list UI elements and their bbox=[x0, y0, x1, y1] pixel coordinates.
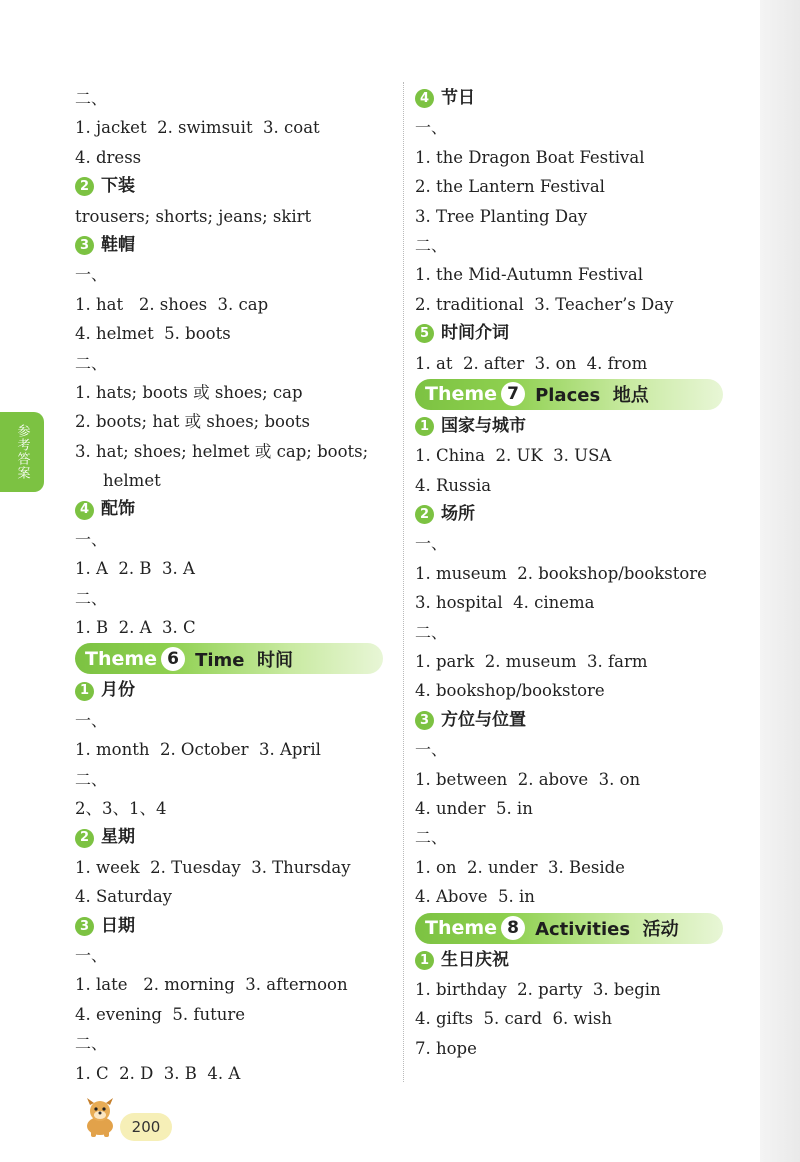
part-heading: 一、 bbox=[75, 265, 108, 285]
answer-line: 4. Above 5. in bbox=[415, 887, 535, 907]
section-number-badge: 1 bbox=[415, 951, 434, 970]
theme-number: 6 bbox=[161, 647, 185, 671]
section-number-badge: 1 bbox=[415, 417, 434, 436]
theme-title: Activities 活动 bbox=[535, 919, 679, 941]
answer-line: helmet bbox=[103, 471, 161, 491]
section-title: 下装 bbox=[101, 176, 135, 197]
section-number-badge: 3 bbox=[75, 236, 94, 255]
section-heading bbox=[75, 823, 395, 852]
section-heading bbox=[415, 319, 735, 348]
section-heading bbox=[75, 495, 395, 524]
section-heading bbox=[415, 500, 735, 529]
part-heading: 二、 bbox=[415, 622, 448, 642]
part-heading: 一、 bbox=[75, 529, 108, 549]
section-heading bbox=[415, 946, 735, 975]
answer-line: 4. Russia bbox=[415, 475, 492, 495]
section-heading bbox=[415, 706, 735, 735]
section-number-badge: 2 bbox=[415, 505, 434, 524]
answer-line: 3. Tree Planting Day bbox=[415, 206, 588, 226]
part-heading: 二、 bbox=[415, 828, 448, 848]
answer-line: 4. gifts 5. card 6. wish bbox=[415, 1009, 613, 1029]
answer-line: 2、3、1、4 bbox=[75, 798, 167, 818]
theme-banner bbox=[415, 379, 723, 410]
section-title: 场所 bbox=[441, 504, 475, 525]
section-number-badge: 2 bbox=[75, 177, 94, 196]
left-column bbox=[75, 84, 395, 1088]
right-column bbox=[415, 84, 735, 1063]
section-title: 方位与位置 bbox=[441, 709, 526, 730]
section-heading bbox=[415, 84, 735, 113]
section-title: 生日庆祝 bbox=[441, 949, 509, 970]
part-heading: 一、 bbox=[75, 945, 108, 965]
theme-banner bbox=[75, 643, 383, 674]
section-heading bbox=[75, 912, 395, 941]
page-edge bbox=[760, 0, 800, 1162]
answer-line: 1. A 2. B 3. A bbox=[75, 559, 195, 579]
answer-line: 1. C 2. D 3. B 4. A bbox=[75, 1063, 241, 1083]
answer-line: 1. hat 2. shoes 3. cap bbox=[75, 294, 269, 314]
side-tab-answer-key: 参考答案 bbox=[0, 412, 44, 492]
part-heading: 一、 bbox=[415, 740, 448, 760]
answer-line: 1. late 2. morning 3. afternoon bbox=[75, 975, 348, 995]
answer-line: 3. hat; shoes; helmet 或 cap; boots; bbox=[75, 441, 369, 461]
theme-title: Time 时间 bbox=[195, 649, 294, 671]
column-divider bbox=[403, 82, 404, 1082]
theme-number: 7 bbox=[501, 382, 525, 406]
answer-line: 1. on 2. under 3. Beside bbox=[415, 857, 625, 877]
theme-label: Theme bbox=[85, 647, 158, 670]
page-number: 200 bbox=[120, 1113, 172, 1141]
part-heading: 二、 bbox=[75, 353, 108, 373]
answer-line: 4. under 5. in bbox=[415, 798, 533, 818]
section-title: 日期 bbox=[101, 915, 135, 936]
section-title: 节日 bbox=[441, 88, 475, 108]
answer-line: 1. between 2. above 3. on bbox=[415, 769, 641, 789]
part-heading: 一、 bbox=[415, 118, 448, 138]
answer-line: 1. the Dragon Boat Festival bbox=[415, 147, 645, 167]
section-number-badge: 4 bbox=[75, 501, 94, 520]
section-title: 时间介词 bbox=[441, 323, 509, 344]
answer-line: 2. the Lantern Festival bbox=[415, 177, 605, 197]
theme-title: Places 地点 bbox=[535, 385, 649, 407]
section-heading bbox=[415, 412, 735, 441]
answer-line: 1. week 2. Tuesday 3. Thursday bbox=[75, 857, 351, 877]
part-heading: 二、 bbox=[75, 769, 108, 789]
part-heading: 二、 bbox=[415, 235, 448, 255]
section-title: 月份 bbox=[101, 680, 135, 701]
answer-line: 1. park 2. museum 3. farm bbox=[415, 652, 648, 672]
theme-label: Theme bbox=[425, 383, 498, 406]
section-number-badge: 2 bbox=[75, 829, 94, 848]
answer-line: 1. at 2. after 3. on 4. from bbox=[415, 353, 648, 373]
answer-line: 1. birthday 2. party 3. begin bbox=[415, 979, 661, 999]
part-heading: 一、 bbox=[75, 710, 108, 730]
answer-line: 1. B 2. A 3. C bbox=[75, 618, 196, 638]
answer-line: 1. museum 2. bookshop/bookstore bbox=[415, 563, 707, 583]
section-title: 鞋帽 bbox=[101, 234, 135, 255]
section-number-badge: 3 bbox=[75, 917, 94, 936]
answer-line: 1. jacket 2. swimsuit 3. coat bbox=[75, 118, 320, 138]
theme-label: Theme bbox=[425, 917, 498, 940]
section-title: 国家与城市 bbox=[441, 415, 526, 436]
section-title: 配饰 bbox=[101, 499, 135, 520]
section-number-badge: 1 bbox=[75, 682, 94, 701]
section-heading bbox=[75, 676, 395, 705]
section-title: 星期 bbox=[101, 827, 135, 848]
answer-line: trousers; shorts; jeans; skirt bbox=[75, 206, 312, 226]
section-heading bbox=[75, 231, 395, 260]
answer-line: 4. Saturday bbox=[75, 887, 172, 907]
dog-mascot-icon bbox=[80, 1096, 120, 1138]
answer-line: 1. month 2. October 3. April bbox=[75, 740, 321, 760]
part-heading: 二、 bbox=[75, 89, 108, 108]
answer-line: 3. hospital 4. cinema bbox=[415, 593, 595, 613]
part-heading: 二、 bbox=[75, 588, 108, 608]
answer-line: 1. the Mid-Autumn Festival bbox=[415, 265, 644, 285]
section-number-badge: 4 bbox=[415, 89, 434, 108]
answer-line: 7. hope bbox=[415, 1038, 477, 1058]
answer-line: 1. China 2. UK 3. USA bbox=[415, 446, 612, 466]
section-number-badge: 5 bbox=[415, 324, 434, 343]
section-number-badge: 3 bbox=[415, 711, 434, 730]
theme-banner bbox=[415, 913, 723, 944]
answer-line: 4. bookshop/bookstore bbox=[415, 681, 605, 701]
answer-line: 4. helmet 5. boots bbox=[75, 324, 231, 344]
answer-line: 4. dress bbox=[75, 147, 142, 167]
answer-line: 1. hats; boots 或 shoes; cap bbox=[75, 382, 303, 402]
part-heading: 二、 bbox=[75, 1034, 108, 1054]
theme-number: 8 bbox=[501, 916, 525, 940]
part-heading: 一、 bbox=[415, 534, 448, 554]
answer-line: 2. boots; hat 或 shoes; boots bbox=[75, 412, 310, 432]
answer-line: 2. traditional 3. Teacher’s Day bbox=[415, 294, 674, 314]
answer-line: 4. evening 5. future bbox=[75, 1004, 246, 1024]
section-heading bbox=[75, 172, 395, 201]
